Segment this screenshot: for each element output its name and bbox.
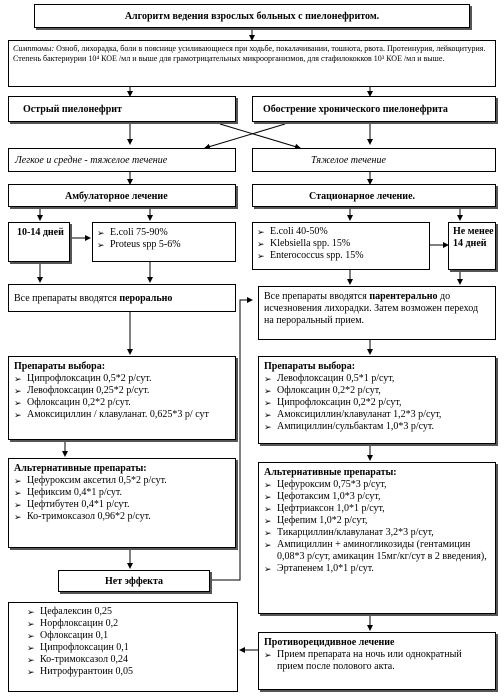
first-line-title: Препараты выбора:	[14, 361, 106, 372]
chronic-exacerbation-box: Обострение хронического пиелонефрита	[252, 96, 496, 122]
prophylaxis-drugs-box	[8, 602, 238, 692]
list-item: ➢ Прием препарата на ночь или однократный прием после полового акта.	[264, 649, 490, 673]
parenteral-route-bold: парентерально	[369, 291, 438, 302]
list-item: ➢ Ко-тримоксазол 0,24	[27, 654, 232, 666]
list-item: ➢ Цефуроксим 0,75*3 р/сут,	[264, 479, 490, 491]
symptoms-label: Симптомы:	[13, 44, 55, 53]
inpatient-first-line-list	[264, 373, 490, 433]
alternative-title: Альтернативные препараты:	[14, 463, 147, 474]
anti-relapse-box	[258, 632, 496, 690]
inpatient-pathogens-box	[252, 222, 430, 270]
list-item: ➢ Офлоксацин 0,2*2 р/сут.	[14, 397, 230, 409]
symptoms-box	[8, 40, 496, 87]
acute-pyelonephritis-box: Острый пиелонефрит	[8, 96, 236, 122]
list-item: ➢ E.coli 40-50%	[257, 226, 425, 238]
list-item: ➢ Левофлоксацин 0,5*1 р/сут,	[264, 373, 490, 385]
diagram-title: Алгоритм ведения взрослых больных с пиелонефритом.	[34, 4, 470, 28]
parenteral-route-prefix: Все препараты вводятся	[264, 291, 370, 302]
mild-moderate-course-box: Легкое и средне - тяжелое течение	[8, 148, 236, 172]
list-item: ➢ Ципрофлоксацин 0,1	[27, 642, 232, 654]
alternative-title: Альтернативные препараты:	[264, 467, 397, 478]
ambulatory-duration-box: 10-14 дней	[8, 222, 70, 262]
arrow-cross-2	[205, 124, 285, 148]
arrow-cross-1	[220, 124, 300, 148]
list-item: ➢ Цефтриаксон 1,0*1 р/сут,	[264, 503, 490, 515]
list-item: ➢ Klebsiella spp. 15%	[257, 238, 425, 250]
inpatient-treatment-box: Стационарное лечение.	[252, 184, 496, 207]
oral-route-prefix: Все препараты вводятся	[14, 293, 120, 304]
list-item: ➢ Амоксициллин / клавуланат. 0,625*3 р/ сут	[14, 409, 230, 421]
list-item: ➢ Ампициллин + аминогликозиды (гентамицин 0,08*3 р/сут, амикацин 15мг/кг/сут в 2 введения),	[264, 539, 490, 563]
inpatient-pathogens-list	[257, 226, 425, 262]
list-item: ➢ Ципрофлоксацин 0,2*2 р/сут,	[264, 397, 490, 409]
inpatient-duration-box: Не менее 14 дней	[448, 222, 496, 270]
ambulatory-first-line-box	[8, 356, 236, 440]
inpatient-first-line-box	[258, 356, 496, 444]
list-item: ➢ Тикарциллин/клавуланат 3,2*3 р/сут,	[264, 527, 490, 539]
list-item: ➢ E.coli 75-90%	[97, 227, 231, 239]
list-item: ➢ Цефепим 1,0*2 р/сут,	[264, 515, 490, 527]
ambulatory-treatment-box: Амбулаторное лечение	[8, 184, 236, 207]
no-effect-box: Нет эффекта	[58, 570, 210, 592]
anti-relapse-title: Противорецидивное лечение	[264, 637, 395, 648]
list-item: ➢ Цефалексин 0,25	[27, 606, 232, 618]
parenteral-route-box	[258, 286, 496, 340]
symptoms-text: Озноб, лихорадка, боли в пояснице усиливающиеся при ходьбе, покалачивании, тошнота, рвота. Протеинурия, лейкоцитурия. Степень бактериурии 10⁴ КОЕ /мл и выше для грамотрицательных микроорганизмов, для стафилококков 10³ КОЕ /мл и выше.	[13, 44, 486, 63]
list-item: ➢ Эртапенем 1,0*1 р/сут.	[264, 563, 490, 575]
ambulatory-first-line-list	[14, 373, 230, 421]
first-line-title: Препараты выбора:	[264, 361, 356, 372]
list-item: ➢ Цефуроксим аксетил 0,5*2 р/сут.	[14, 475, 230, 487]
inpatient-alternative-box	[258, 462, 496, 614]
severe-course-box: Тяжелое течение	[252, 148, 496, 172]
list-item: ➢ Левофлоксацин 0,25*2 р/сут.	[14, 385, 230, 397]
list-item: ➢ Enterococcus spp. 15%	[257, 250, 425, 262]
oral-route-box	[8, 284, 236, 312]
list-item: ➢ Цефтибутен 0,4*1 р/сут.	[14, 499, 230, 511]
ambulatory-alternative-list	[14, 475, 230, 523]
ambulatory-alternative-box	[8, 458, 236, 548]
list-item: ➢ Офлоксацин 0,2*2 р/сут,	[264, 385, 490, 397]
list-item: ➢ Амоксициллин/клавуланат 1,2*3 р/сут,	[264, 409, 490, 421]
list-item: ➢ Ципрофлоксацин 0,5*2 р/сут.	[14, 373, 230, 385]
list-item: ➢ Ко-тримоксазол 0,96*2 р/сут.	[14, 511, 230, 523]
anti-relapse-list	[264, 649, 490, 673]
list-item: ➢ Proteus spp 5-6%	[97, 239, 231, 251]
list-item: ➢ Норфлоксацин 0,2	[27, 618, 232, 630]
oral-route-bold: перорально	[119, 293, 173, 304]
ambulatory-pathogens-list	[97, 227, 231, 251]
list-item: ➢ Цефиксим 0,4*1 р/сут.	[14, 487, 230, 499]
inpatient-alternative-list	[264, 479, 490, 575]
list-item: ➢ Цефотаксим 1,0*3 р/сут,	[264, 491, 490, 503]
ambulatory-pathogens-box	[92, 222, 236, 262]
list-item: ➢ Ампициллин/сульбактам 1,0*3 р/сут.	[264, 421, 490, 433]
prophylaxis-drugs-list	[27, 606, 232, 678]
list-item: ➢ Офлоксацин 0,1	[27, 630, 232, 642]
parenteral-route-suffix: до исчезновения лихорадки. Затем возможен переход на пероральный прием.	[264, 291, 479, 326]
list-item: ➢ Нитрофурантоин 0,05	[27, 666, 232, 678]
